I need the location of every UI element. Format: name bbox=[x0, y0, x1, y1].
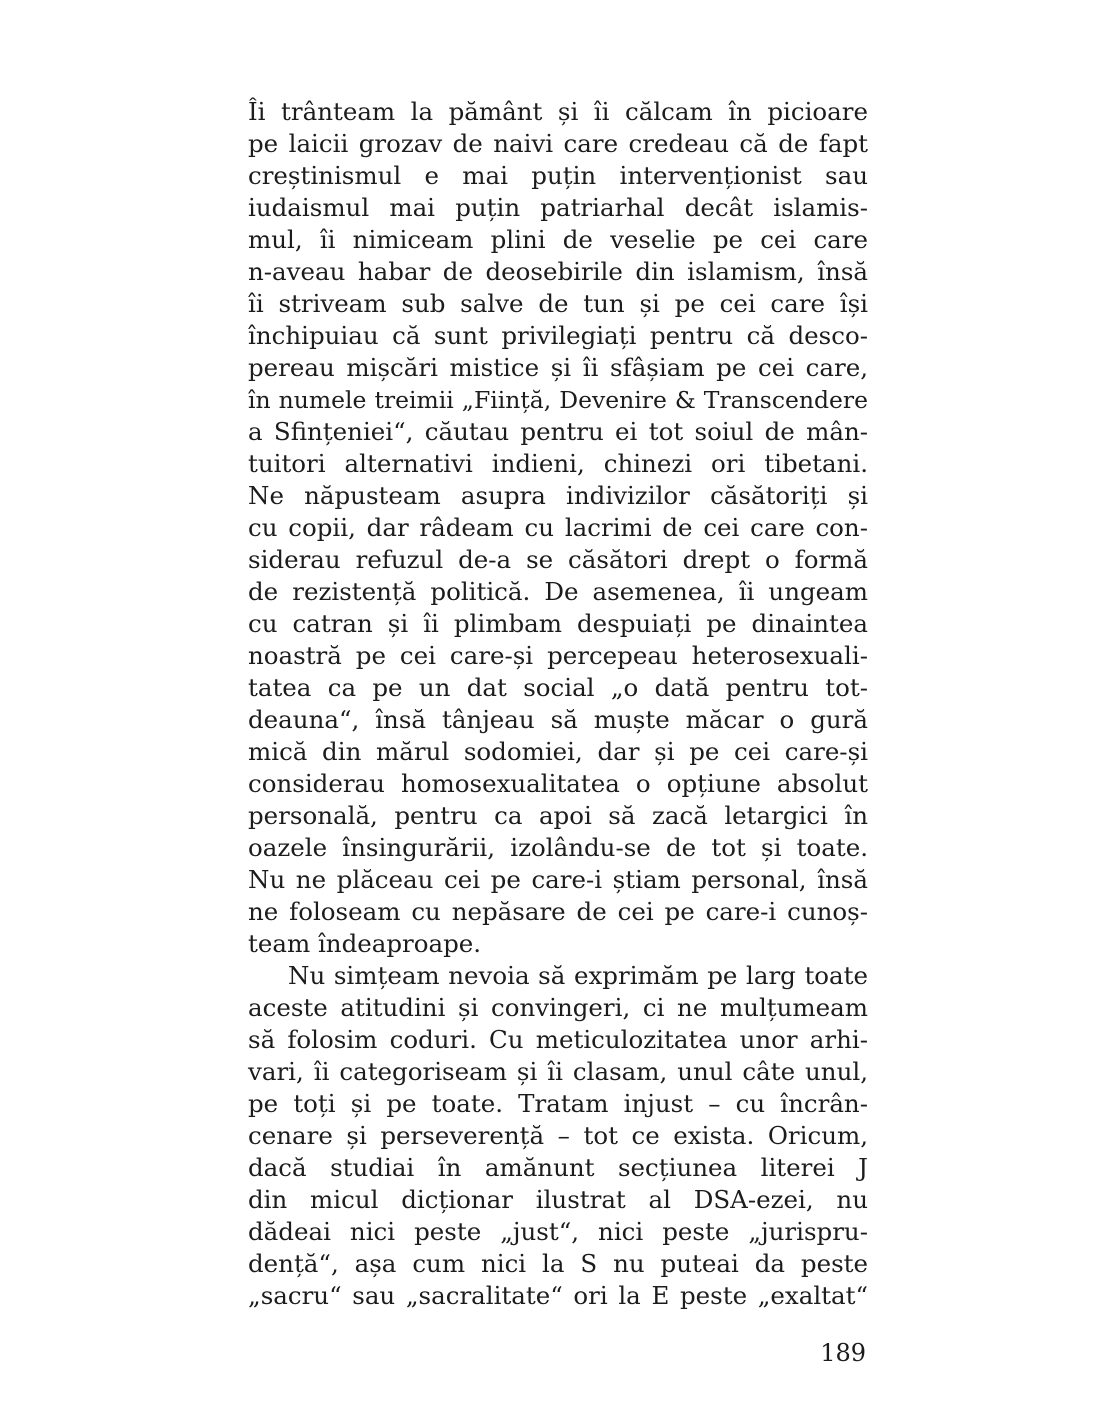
text-line: n-aveau habar de deosebirile din islamism, însă bbox=[248, 257, 868, 286]
text-line: vari, îi categoriseam și îi clasam, unul câte unul, bbox=[248, 1057, 868, 1086]
text-line: pe laicii grozav de naivi care credeau că de fapt bbox=[248, 129, 868, 158]
text-line: noastră pe cei care-și percepeau heterosexuali- bbox=[248, 641, 868, 670]
text-line: considerau homosexualitatea o opțiune absolut bbox=[248, 769, 868, 798]
text-line: de rezistență politică. De asemenea, îi ungeam bbox=[248, 577, 868, 606]
text-line: oazele însingurării, izolându-se de tot și toate. bbox=[248, 833, 868, 862]
text-line: cu catran și îi plimbam despuiați pe dinaintea bbox=[248, 609, 868, 638]
paragraph-2 bbox=[248, 960, 868, 1312]
text-line: „sacru“ sau „sacralitate“ ori la E peste „exaltat“ bbox=[248, 1281, 868, 1310]
text-line: ne foloseam cu nepăsare de cei pe care-i cunoș- bbox=[248, 897, 868, 926]
text-line: îi striveam sub salve de tun și pe cei care își bbox=[248, 289, 868, 318]
text-line: aceste atitudini și convingeri, ci ne mulțumeam bbox=[248, 993, 868, 1022]
text-line: a Sfințeniei“, căutau pentru ei tot soiul de mân- bbox=[248, 417, 868, 446]
text-line: mică din mărul sodomiei, dar și pe cei care-și bbox=[248, 737, 868, 766]
text-line: siderau refuzul de-a se căsători drept o formă bbox=[248, 545, 868, 574]
text-line: Ne năpusteam asupra indivizilor căsătoriți și bbox=[248, 481, 868, 510]
text-line: cu copii, dar râdeam cu lacrimi de cei care con- bbox=[248, 513, 868, 542]
paragraph-1 bbox=[248, 96, 868, 960]
text-line: din micul dicționar ilustrat al DSA-ezei, nu bbox=[248, 1185, 868, 1214]
text-line: cenare și perseverență – tot ce exista. Oricum, bbox=[248, 1121, 868, 1150]
text-line: iudaismul mai puțin patriarhal decât islamis- bbox=[248, 193, 868, 222]
text-line: Nu ne plăceau cei pe care-i știam personal, însă bbox=[248, 865, 868, 894]
text-line: dacă studiai în amănunt secțiunea literei J bbox=[248, 1153, 868, 1182]
text-line: dădeai nici peste „just“, nici peste „jurispru- bbox=[248, 1217, 868, 1246]
text-line: deauna“, însă tânjeau să muște măcar o gură bbox=[248, 705, 868, 734]
body-text bbox=[248, 96, 868, 1312]
text-line: Îi trânteam la pământ și îi călcam în picioare bbox=[248, 97, 868, 126]
text-line: închipuiau că sunt privilegiați pentru că desco- bbox=[248, 321, 868, 350]
text-line: să folosim coduri. Cu meticulozitatea unor arhi- bbox=[248, 1025, 868, 1054]
text-line: team îndeaproape. bbox=[248, 929, 482, 958]
text-line: în numele treimii „Ființă, Devenire & Transcendere bbox=[248, 386, 868, 414]
page-number: 189 bbox=[820, 1339, 866, 1367]
text-line: tatea ca pe un dat social „o dată pentru tot- bbox=[248, 673, 868, 702]
text-line: mul, îi nimiceam plini de veselie pe cei care bbox=[248, 225, 868, 254]
text-line: personală, pentru ca apoi să zacă letargici în bbox=[248, 801, 868, 830]
text-line: pe toți și pe toate. Tratam injust – cu încrân- bbox=[248, 1089, 868, 1118]
text-line: dență“, așa cum nici la S nu puteai da peste bbox=[248, 1249, 868, 1278]
text-line: tuitori alternativi indieni, chinezi ori tibetani. bbox=[248, 449, 868, 478]
text-line: pereau mișcări mistice și îi sfâșiam pe cei care, bbox=[248, 353, 868, 382]
text-line: creștinismul e mai puțin intervenționist sau bbox=[248, 161, 868, 190]
text-line: Nu simțeam nevoia să exprimăm pe larg toate bbox=[288, 961, 868, 990]
